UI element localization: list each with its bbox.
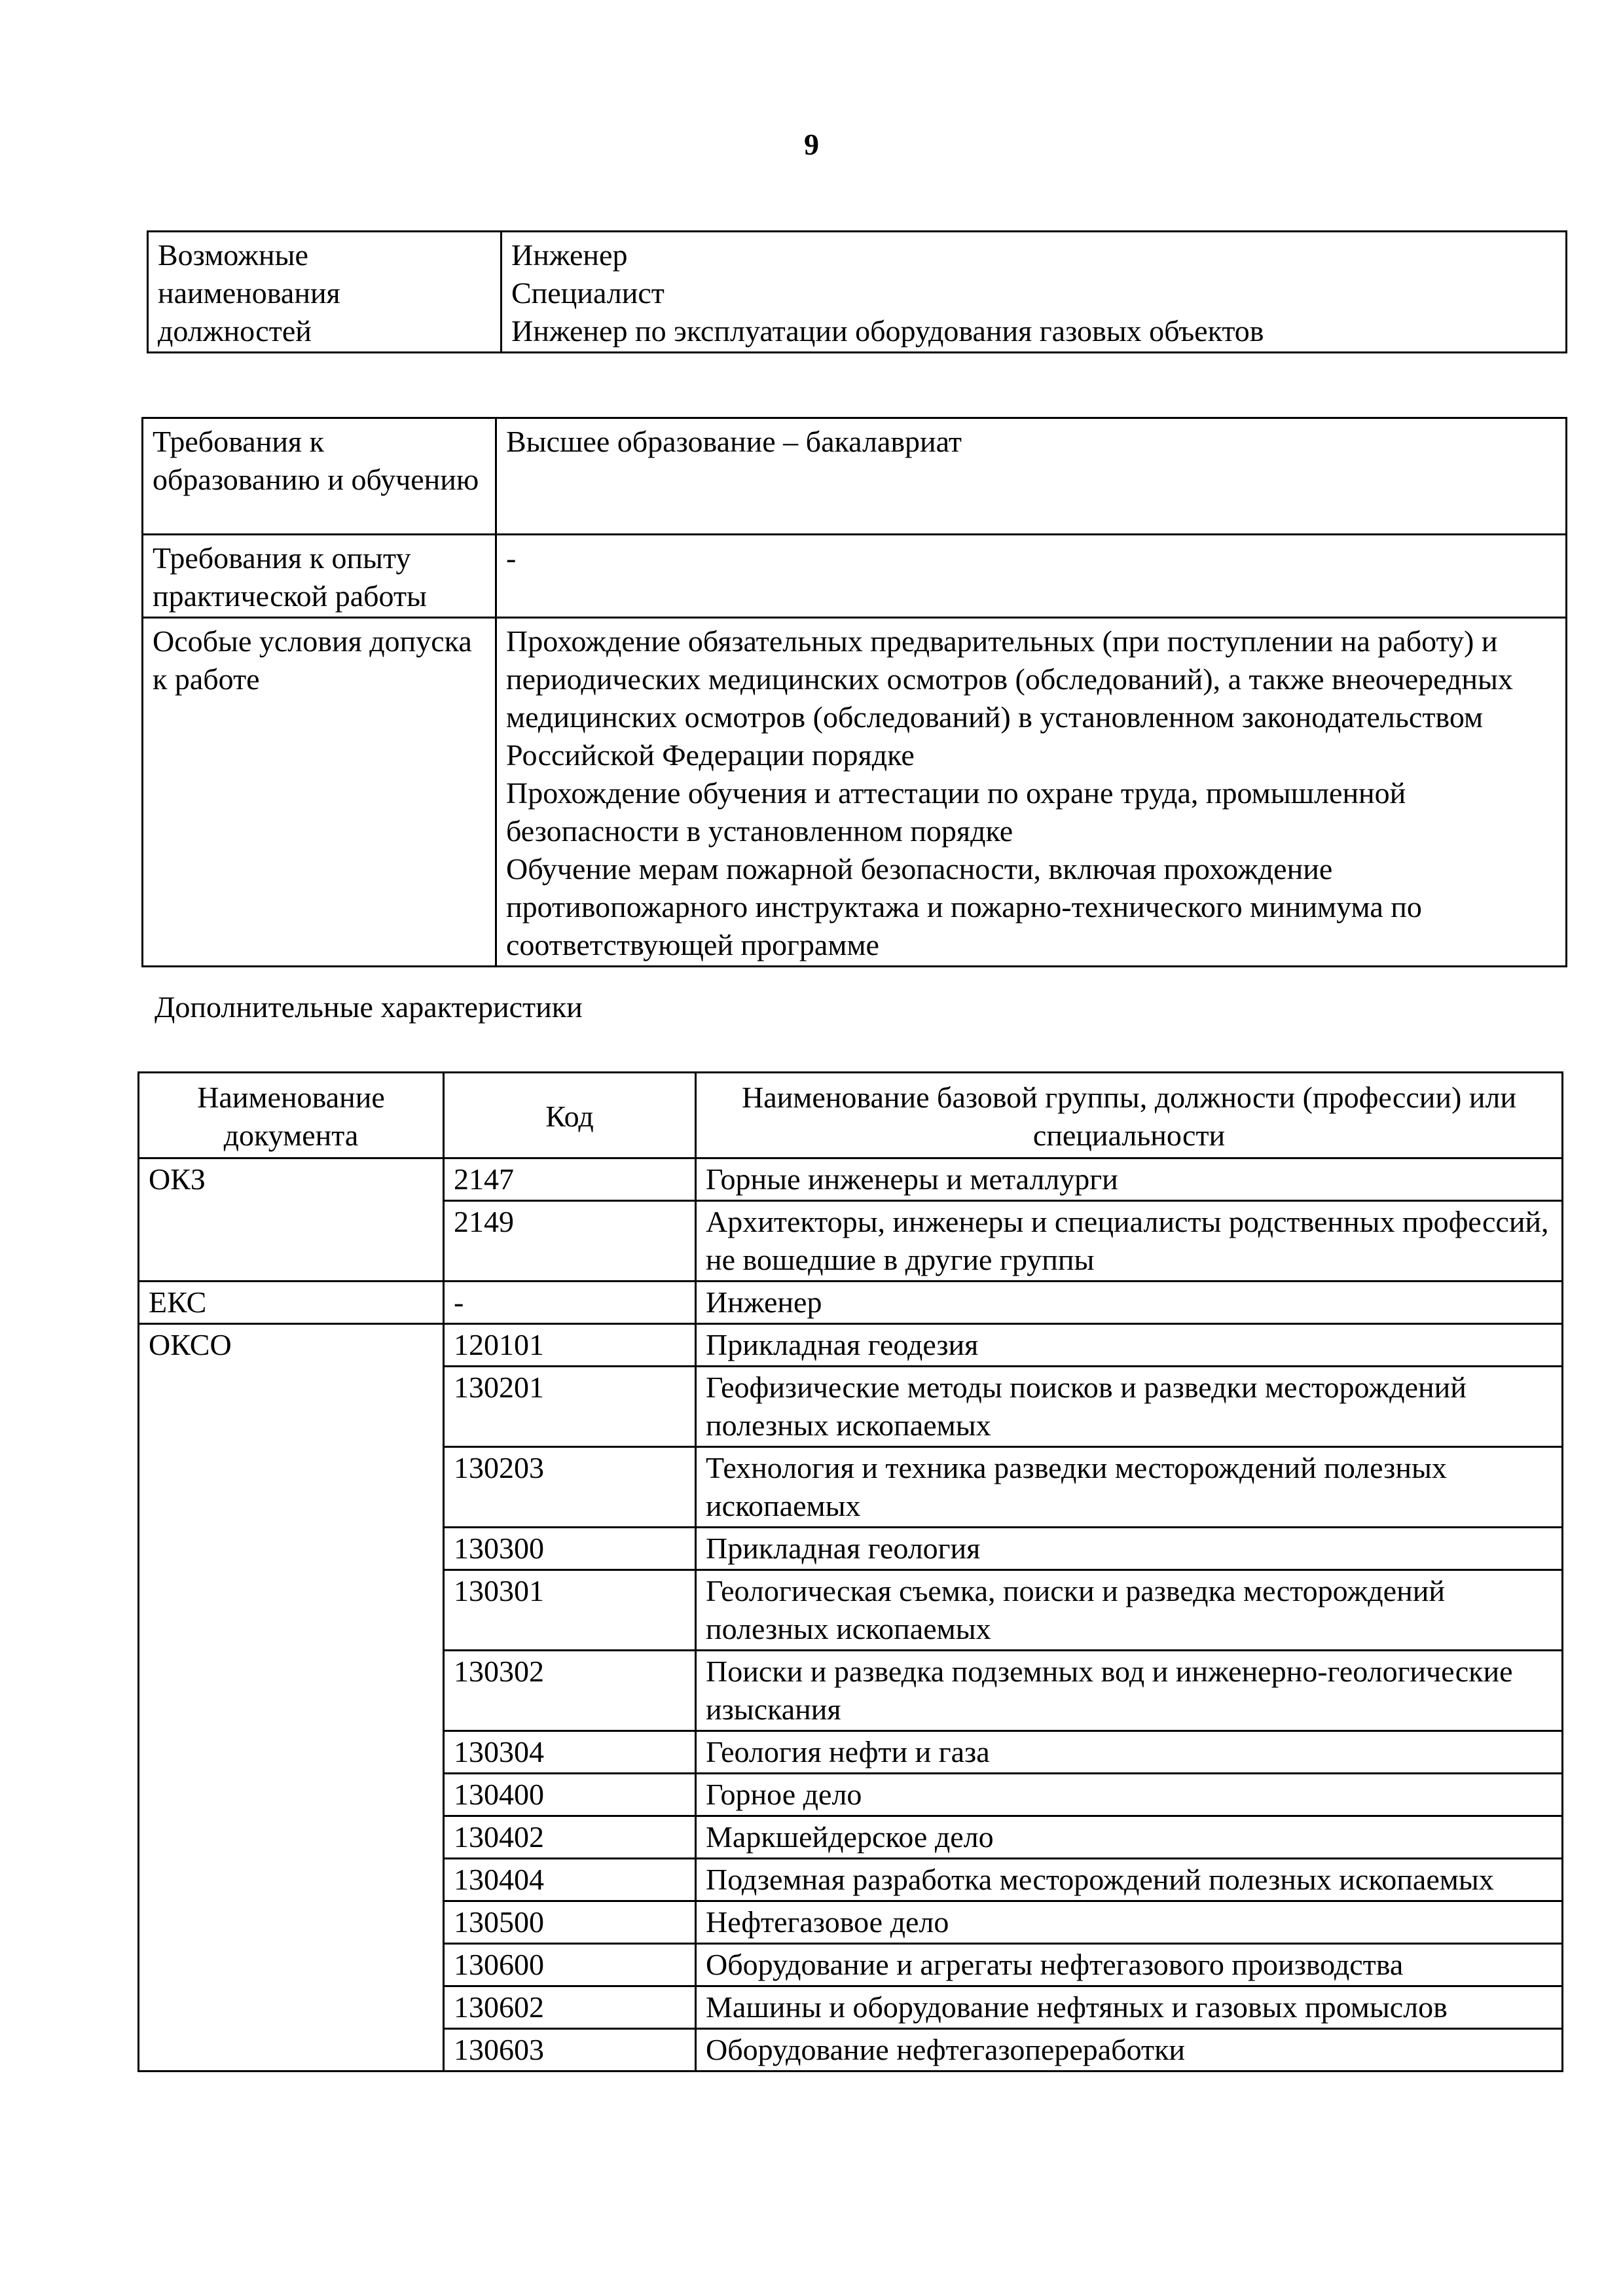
- column-header-document: Наименование документа: [139, 1073, 444, 1158]
- code-cell: 120101: [444, 1324, 696, 1367]
- name-cell: Прикладная геология: [696, 1528, 1563, 1570]
- requirement-line: -: [506, 541, 517, 575]
- name-cell: Поиски и разведка подземных вод и инженерно-геологические изыскания: [696, 1651, 1563, 1731]
- requirement-value-experience: [496, 535, 1567, 618]
- code-cell: -: [444, 1282, 696, 1324]
- positions-label: Возможные наименования должностей: [148, 232, 501, 353]
- code-cell: 2149: [444, 1201, 696, 1282]
- code-cell: 130404: [444, 1859, 696, 1901]
- code-cell: 130400: [444, 1774, 696, 1816]
- name-cell: Прикладная геодезия: [696, 1324, 1563, 1367]
- table-row: [143, 618, 1567, 967]
- name-cell: Оборудование и агрегаты нефтегазового производства: [696, 1944, 1563, 1986]
- requirement-line: Обучение мерам пожарной безопасности, включая прохождение противопожарного инструктажа и пожарно-технического минимума по соответствующей программе: [506, 852, 1422, 961]
- position-title: Инженер по эксплуатации оборудования газовых объектов: [511, 314, 1264, 348]
- table-row: [139, 1282, 1563, 1324]
- requirement-label-education: Требования к образованию и обучению: [143, 418, 496, 535]
- additional-characteristics-table: [137, 1071, 1563, 2072]
- code-cell: 2147: [444, 1158, 696, 1201]
- requirement-value-admission: [496, 618, 1567, 967]
- name-cell: Геологическая съемка, поиски и разведка месторождений полезных ископаемых: [696, 1570, 1563, 1651]
- code-cell: 130603: [444, 2029, 696, 2072]
- position-title: Специалист: [511, 276, 665, 310]
- code-cell: 130402: [444, 1816, 696, 1859]
- table-row: [139, 1324, 1563, 1367]
- table-row: [143, 535, 1567, 618]
- name-cell: Геофизические методы поисков и разведки месторождений полезных ископаемых: [696, 1367, 1563, 1447]
- requirement-line: Высшее образование – бакалавриат: [506, 425, 962, 458]
- code-cell: 130201: [444, 1367, 696, 1447]
- requirement-line: Прохождение обучения и аттестации по охране труда, промышленной безопасности в установленном порядке: [506, 776, 1406, 848]
- requirement-value-education: [496, 418, 1567, 535]
- code-cell: 130600: [444, 1944, 696, 1986]
- code-cell: 130602: [444, 1986, 696, 2029]
- name-cell: Нефтегазовое дело: [696, 1901, 1563, 1944]
- section-heading: Дополнительные характеристики: [155, 990, 583, 1024]
- position-title: Инженер: [511, 238, 628, 272]
- table-row: [139, 1158, 1563, 1201]
- table-row: [143, 418, 1567, 535]
- requirement-line: Прохождение обязательных предварительных (при поступлении на работу) и периодических медицинских осмотров (обследований), а также внеочередных медицинских осмотров (обследований) в установленном законодательством Российской Федерации порядке: [506, 624, 1513, 772]
- code-cell: 130203: [444, 1447, 696, 1528]
- requirements-table: [141, 417, 1567, 967]
- name-cell: Машины и оборудование нефтяных и газовых промыслов: [696, 1986, 1563, 2029]
- possible-positions-table: [147, 230, 1567, 353]
- name-cell: Архитекторы, инженеры и специалисты родственных профессий, не вошедшие в другие группы: [696, 1201, 1563, 1282]
- name-cell: Оборудование нефтегазопереработки: [696, 2029, 1563, 2072]
- name-cell: Горные инженеры и металлурги: [696, 1158, 1563, 1201]
- table-row: [148, 232, 1567, 353]
- name-cell: Геология нефти и газа: [696, 1731, 1563, 1774]
- document-cell: ОКСО: [139, 1324, 444, 2072]
- document-cell: ОКЗ: [139, 1158, 444, 1282]
- name-cell: Горное дело: [696, 1774, 1563, 1816]
- page-number: 9: [804, 128, 819, 161]
- name-cell: Инженер: [696, 1282, 1563, 1324]
- requirement-label-admission: Особые условия допуска к работе: [143, 618, 496, 967]
- document-cell: ЕКС: [139, 1282, 444, 1324]
- code-cell: 130301: [444, 1570, 696, 1651]
- requirement-label-experience: Требования к опыту практической работы: [143, 535, 496, 618]
- column-header-code: Код: [444, 1073, 696, 1158]
- code-cell: 130300: [444, 1528, 696, 1570]
- name-cell: Технология и техника разведки месторождений полезных ископаемых: [696, 1447, 1563, 1528]
- code-cell: 130304: [444, 1731, 696, 1774]
- name-cell: Подземная разработка месторождений полезных ископаемых: [696, 1859, 1563, 1901]
- code-cell: 130500: [444, 1901, 696, 1944]
- table-header-row: [139, 1073, 1563, 1158]
- name-cell: Маркшейдерское дело: [696, 1816, 1563, 1859]
- column-header-name: Наименование базовой группы, должности (профессии) или специальности: [696, 1073, 1563, 1158]
- code-cell: 130302: [444, 1651, 696, 1731]
- positions-values: [501, 232, 1567, 353]
